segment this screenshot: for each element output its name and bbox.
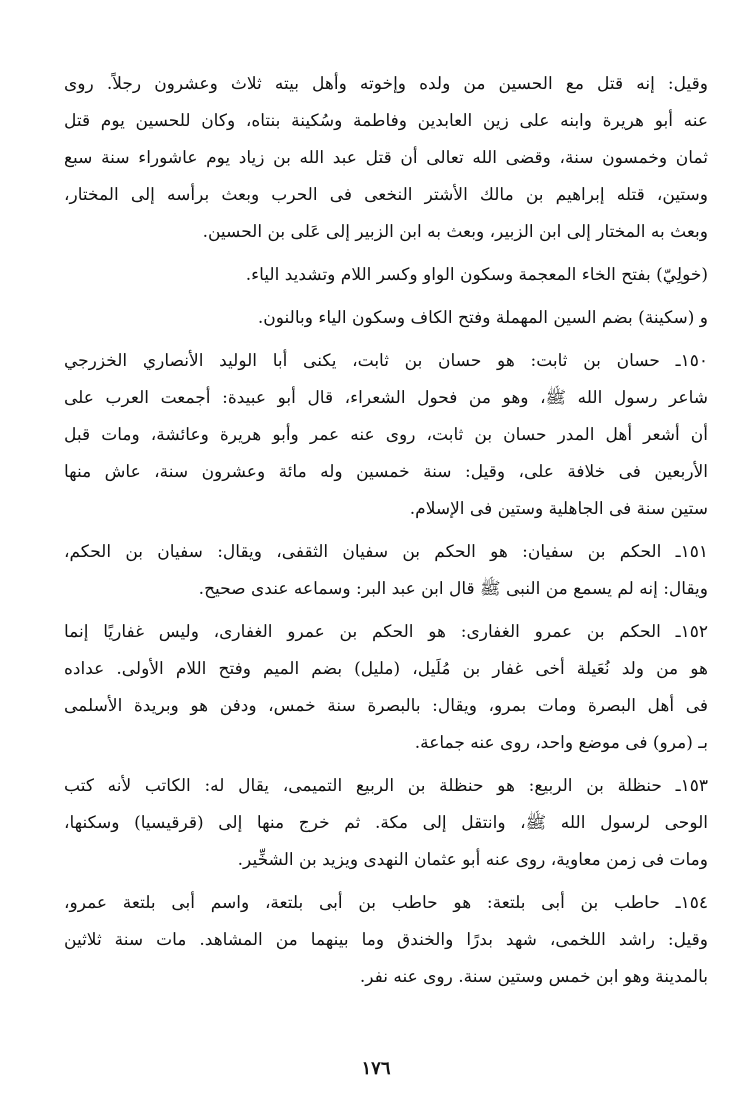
paragraph-sukayna-note xyxy=(64,300,708,337)
text-line: ويقال: إنه لم يسمع من النبى ﷺ قال ابن عبد البر: وسماعه عندى صحيح. xyxy=(198,579,708,599)
paragraph-khawli-note xyxy=(64,257,708,294)
text-line: وقيل: إنه قتل مع الحسين من ولده وإخوته وأهل بيته ثلاث وعشرون رجلاً. روى xyxy=(64,74,708,94)
text-line: الوحى لرسول الله ﷺ، وانتقل إلى مكة. ثم خرج منها إلى (قرقيسيا) وسكنها، xyxy=(64,813,708,833)
text-line: ومات فى زمن معاوية، روى عنه أبو عثمان النهدى ويزيد بن الشخِّير. xyxy=(237,850,708,870)
text-line: بـ (مرو) فى موضع واحد، روى عنه جماعة. xyxy=(414,733,708,753)
text-line: ثمان وخمسون سنة، وقضى الله تعالى أن قتل عبد الله بن زياد يوم عاشوراء سنة سبع xyxy=(64,148,708,168)
text-line: شاعر رسول الله ﷺ، وهو من فحول الشعراء، قال أبو عبيدة: أجمعت العرب على xyxy=(64,388,708,408)
text-line: هو من ولد نُعَيلة أخى غفار بن مُلَيل، (مليل) بضم الميم وفتح اللام الأولى. عداده xyxy=(64,659,708,679)
text-line: أن أشعر أهل المدر حسان بن ثابت، روى عنه عمر وأبو هريرة وعائشة، ومات قبل xyxy=(64,425,708,445)
text-line: (خولِيّ) بفتح الخاء المعجمة وسكون الواو وكسر اللام وتشديد الياء. xyxy=(245,265,708,285)
text-line: فى أهل البصرة ومات بمرو، ويقال: بالبصرة سنة خمس، ودفن هو وبريدة الأسلمى xyxy=(64,696,708,716)
text-line: و (سكينة) بضم السين المهملة وفتح الكاف وسكون الياء وبالنون. xyxy=(257,308,708,328)
text-line: بالمدينة وهو ابن خمس وستين سنة. روى عنه نفر. xyxy=(359,967,708,987)
entry-153-hanzala-ibn-rabi xyxy=(64,768,708,879)
text-line: ١٥٣ـ حنظلة بن الربيع: هو حنظلة بن الربيع التميمى، يقال له: الكاتب لأنه كتب xyxy=(64,776,708,796)
paragraph-husayn-killed xyxy=(64,66,708,251)
entry-154-hatib-ibn-abi-baltaa xyxy=(64,885,708,996)
text-line: ١٥١ـ الحكم بن سفيان: هو الحكم بن سفيان الثقفى، ويقال: سفيان بن الحكم، xyxy=(64,542,708,562)
entry-150-hassan-ibn-thabit xyxy=(64,343,708,528)
text-line: وستين، قتله إبراهيم بن مالك الأشتر النخعى فى الحرب وبعث برأسه إلى المختار، xyxy=(64,185,708,205)
text-line: ١٥٤ـ حاطب بن أبى بلتعة: هو حاطب بن أبى بلتعة، واسم أبى بلتعة عمرو، xyxy=(64,893,708,913)
text-line: وقيل: راشد اللخمى، شهد بدرًا والخندق وما بينهما من المشاهد. مات سنة ثلاثين xyxy=(64,930,708,950)
page-body xyxy=(64,66,708,1002)
text-line: الأربعين فى خلافة على، وقيل: سنة خمسين وله مائة وعشرون سنة، عاش منها xyxy=(64,462,708,482)
page-number: ١٧٦ xyxy=(361,1058,391,1079)
text-line: وبعث به المختار إلى ابن الزبير، وبعث به ابن الزبير إلى عَلى بن الحسين. xyxy=(202,222,708,242)
text-line: ١٥٠ـ حسان بن ثابت: هو حسان بن ثابت، يكنى أبا الوليد الأنصاري الخزرجي xyxy=(64,351,708,371)
entry-152-hakam-ibn-amr xyxy=(64,614,708,762)
text-line: ستين سنة فى الجاهلية وستين فى الإسلام. xyxy=(409,499,708,519)
text-line: ١٥٢ـ الحكم بن عمرو الغفارى: هو الحكم بن عمرو الغفارى، وليس غفاريًا إنما xyxy=(64,622,708,642)
text-line: عنه أبو هريرة وابنه على زين العابدين وفاطمة وسُكينة بنتاه، وكان للحسين يوم قتل xyxy=(64,111,708,131)
entry-151-hakam-ibn-sufyan xyxy=(64,534,708,608)
